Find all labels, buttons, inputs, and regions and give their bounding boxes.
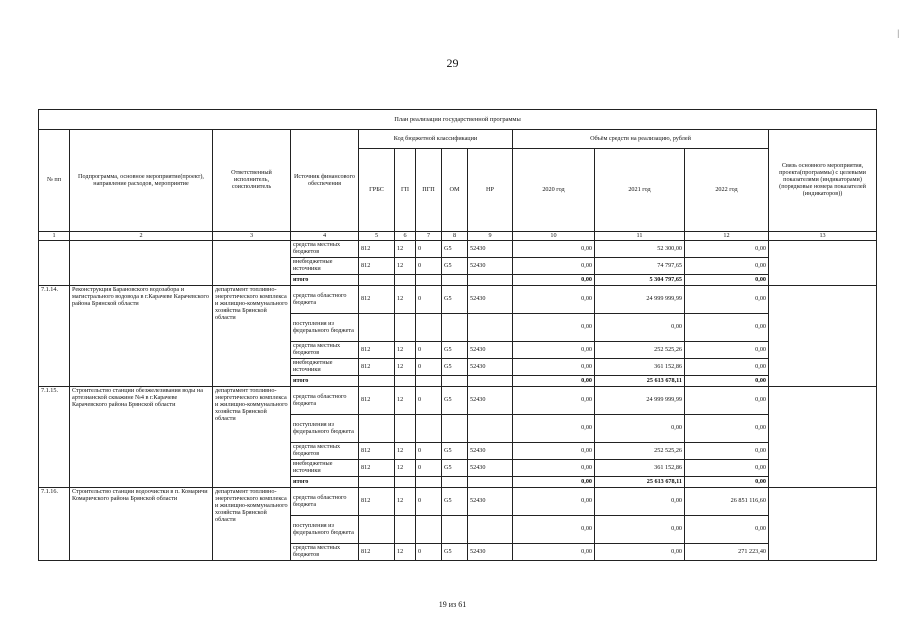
cell-grbs: 812 [359,387,395,415]
cell-2020: 0,00 [513,544,595,561]
cell-executor: департамент топливно-энергетического комплекса и жилищно-коммунального хозяйства Брянской области [213,488,291,561]
column-number: 1 [39,232,70,241]
cell-source: внебюджетные источники [291,258,359,275]
cell-link-empty [769,488,877,561]
cell-empty [416,275,442,286]
cell-source: поступления из федерального бюджета [291,516,359,544]
cell-pgp: 0 [416,241,442,258]
cell-om: G5 [442,387,468,415]
table-title: План реализации государственной программы [39,110,877,130]
cell-om: G5 [442,258,468,275]
page-number: 29 [446,56,459,70]
cell-executor-empty [213,241,291,286]
header-gp: ГП [395,149,416,232]
cell-2021: 252 525,26 [595,443,685,460]
cell-pgp [416,314,442,342]
cell-2020: 0,00 [513,314,595,342]
cell-gp [395,314,416,342]
cell-2022: 0,00 [685,376,769,387]
column-number: 5 [359,232,395,241]
cell-nr: 52430 [468,387,513,415]
cell-2020: 0,00 [513,387,595,415]
cell-source: поступления из федерального бюджета [291,415,359,443]
table-row [39,286,877,314]
program-plan-table [38,109,877,561]
header-nr: НР [468,149,513,232]
cell-gp: 12 [395,241,416,258]
cell-2020: 0,00 [513,516,595,544]
cell-empty [359,275,395,286]
cell-item-name: Строительство станции водоочистки в п. Комаричи Комаричского района Брянской области [70,488,213,561]
cell-nr: 52430 [468,443,513,460]
page-edge-mark: | [897,28,899,38]
cell-om: G5 [442,359,468,376]
cell-2020: 0,00 [513,275,595,286]
column-number: 7 [416,232,442,241]
cell-item-number: 7.1.14. [39,286,70,387]
cell-nr: 52430 [468,286,513,314]
cell-2022: 0,00 [685,241,769,258]
cell-nr: 52430 [468,258,513,275]
cell-2021: 25 613 678,11 [595,477,685,488]
cell-2020: 0,00 [513,342,595,359]
cell-om: G5 [442,544,468,561]
cell-om: G5 [442,342,468,359]
cell-om: G5 [442,241,468,258]
cell-source: внебюджетные источники [291,460,359,477]
cell-om: G5 [442,460,468,477]
cell-2021: 74 797,65 [595,258,685,275]
cell-grbs: 812 [359,460,395,477]
cell-pgp: 0 [416,443,442,460]
cell-grbs: 812 [359,544,395,561]
header-om: ОМ [442,149,468,232]
column-number: 12 [685,232,769,241]
cell-om [442,516,468,544]
cell-source: средства местных бюджетов [291,544,359,561]
cell-empty [416,477,442,488]
cell-gp [395,516,416,544]
cell-empty [442,376,468,387]
cell-source-total: итого [291,477,359,488]
header-year-2022: 2022 год [685,149,769,232]
cell-pgp: 0 [416,387,442,415]
cell-om: G5 [442,443,468,460]
header-grbs: ГРБС [359,149,395,232]
cell-2022: 0,00 [685,258,769,275]
cell-empty [395,275,416,286]
column-number: 11 [595,232,685,241]
cell-2020: 0,00 [513,443,595,460]
cell-2020: 0,00 [513,460,595,477]
cell-grbs: 812 [359,258,395,275]
cell-item-name: Строительство станции обезжелезивания воды на артезианской скважине №4 в г.Карачеве Карачевского района Брянской области [70,387,213,488]
cell-nr: 52430 [468,241,513,258]
column-number: 4 [291,232,359,241]
cell-gp [395,415,416,443]
cell-gp: 12 [395,286,416,314]
cell-nr: 52430 [468,488,513,516]
header-year-2021: 2021 год [595,149,685,232]
cell-empty [395,376,416,387]
header-volume-group: Объём средств на реализацию, рублей [513,130,769,149]
table-row [39,241,877,258]
cell-link-empty [769,286,877,387]
cell-item-name: Реконструкция Барановского водозабора и магистрального водовода в г.Карачеве Карачевского района Брянской области [70,286,213,387]
cell-2020: 0,00 [513,415,595,443]
cell-source: средства областного бюджета [291,387,359,415]
cell-2021: 361 152,86 [595,460,685,477]
cell-2021: 52 300,00 [595,241,685,258]
cell-gp: 12 [395,443,416,460]
cell-pgp [416,516,442,544]
cell-2022: 0,00 [685,286,769,314]
cell-om [442,415,468,443]
cell-2022: 0,00 [685,275,769,286]
cell-2021: 0,00 [595,314,685,342]
cell-item-number: 7.1.15. [39,387,70,488]
cell-empty [416,376,442,387]
cell-link-empty [769,387,877,488]
cell-nr: 52430 [468,460,513,477]
cell-2021: 361 152,86 [595,359,685,376]
cell-2020: 0,00 [513,286,595,314]
cell-2020: 0,00 [513,258,595,275]
table-row [39,488,877,516]
cell-2021: 24 999 999,99 [595,286,685,314]
cell-empty [468,477,513,488]
cell-gp: 12 [395,387,416,415]
cell-nr: 52430 [468,544,513,561]
cell-nr [468,415,513,443]
header-executor: Ответственный исполнитель, соисполнитель [213,130,291,232]
cell-grbs: 812 [359,286,395,314]
cell-2022: 26 851 116,60 [685,488,769,516]
cell-executor: департамент топливно-энергетического комплекса и жилищно-коммунального хозяйства Брянской области [213,387,291,488]
cell-2022: 271 223,40 [685,544,769,561]
cell-2020: 0,00 [513,376,595,387]
cell-gp: 12 [395,544,416,561]
cell-2022: 0,00 [685,516,769,544]
cell-pgp: 0 [416,544,442,561]
cell-source: поступления из федерального бюджета [291,314,359,342]
cell-gp: 12 [395,342,416,359]
cell-2020: 0,00 [513,488,595,516]
cell-pgp: 0 [416,258,442,275]
cell-empty [468,275,513,286]
cell-source: средства местных бюджетов [291,443,359,460]
cell-grbs [359,314,395,342]
cell-pgp: 0 [416,342,442,359]
cell-grbs [359,516,395,544]
cell-grbs: 812 [359,241,395,258]
cell-2021: 5 304 797,65 [595,275,685,286]
header-num: № пп [39,130,70,232]
cell-pgp: 0 [416,286,442,314]
column-number: 8 [442,232,468,241]
cell-2022: 0,00 [685,314,769,342]
cell-2022: 0,00 [685,342,769,359]
cell-nr [468,314,513,342]
cell-source-total: итого [291,275,359,286]
cell-2021: 0,00 [595,544,685,561]
cell-om: G5 [442,488,468,516]
column-number: 3 [213,232,291,241]
cell-source: средства областного бюджета [291,286,359,314]
cell-2021: 252 525,26 [595,342,685,359]
cell-empty [442,275,468,286]
header-pgp: ПГП [416,149,442,232]
cell-2022: 0,00 [685,415,769,443]
header-codes-group: Код бюджетной классификации [359,130,513,149]
cell-grbs: 812 [359,359,395,376]
cell-source-total: итого [291,376,359,387]
cell-2021: 0,00 [595,488,685,516]
cell-gp: 12 [395,488,416,516]
cell-empty [442,477,468,488]
cell-2022: 0,00 [685,477,769,488]
cell-empty [395,477,416,488]
cell-om [442,314,468,342]
cell-grbs: 812 [359,443,395,460]
cell-name-empty [70,241,213,286]
cell-pgp [416,415,442,443]
cell-2022: 0,00 [685,443,769,460]
header-link: Связь основного мероприятия, проекта(программы) с целевыми показателями (индикаторами) (порядковые номера показателей (индикаторов)) [769,130,877,232]
cell-om: G5 [442,286,468,314]
cell-source: внебюджетные источники [291,359,359,376]
cell-2020: 0,00 [513,477,595,488]
cell-2020: 0,00 [513,359,595,376]
cell-2022: 0,00 [685,460,769,477]
cell-2021: 0,00 [595,516,685,544]
cell-grbs [359,415,395,443]
cell-pgp: 0 [416,359,442,376]
cell-grbs: 812 [359,342,395,359]
cell-link-empty [769,241,877,286]
cell-pgp: 0 [416,460,442,477]
cell-empty [468,376,513,387]
column-number: 10 [513,232,595,241]
cell-gp: 12 [395,460,416,477]
cell-2020: 0,00 [513,241,595,258]
cell-nr: 52430 [468,359,513,376]
cell-nr [468,516,513,544]
cell-num-empty [39,241,70,286]
cell-nr: 52430 [468,342,513,359]
page-footer: 19 из 61 [438,600,467,609]
cell-item-number: 7.1.16. [39,488,70,561]
cell-2021: 0,00 [595,415,685,443]
cell-2021: 24 999 999,99 [595,387,685,415]
cell-gp: 12 [395,258,416,275]
header-subprogram: Подпрограмма, основное мероприятие(проект), направление расходов, мероприятие [70,130,213,232]
cell-2022: 0,00 [685,387,769,415]
cell-2022: 0,00 [685,359,769,376]
cell-pgp: 0 [416,488,442,516]
column-number: 6 [395,232,416,241]
column-number: 9 [468,232,513,241]
column-number: 13 [769,232,877,241]
cell-grbs: 812 [359,488,395,516]
header-year-2020: 2020 год [513,149,595,232]
cell-gp: 12 [395,359,416,376]
cell-2021: 25 613 678,11 [595,376,685,387]
table-row [39,387,877,415]
cell-empty [359,477,395,488]
cell-source: средства областного бюджета [291,488,359,516]
cell-executor: департамент топливно-энергетического комплекса и жилищно-коммунального хозяйства Брянской области [213,286,291,387]
column-number: 2 [70,232,213,241]
header-source: Источник финансового обеспечения [291,130,359,232]
cell-source: средства местных бюджетов [291,342,359,359]
cell-source: средства местных бюджетов [291,241,359,258]
cell-empty [359,376,395,387]
